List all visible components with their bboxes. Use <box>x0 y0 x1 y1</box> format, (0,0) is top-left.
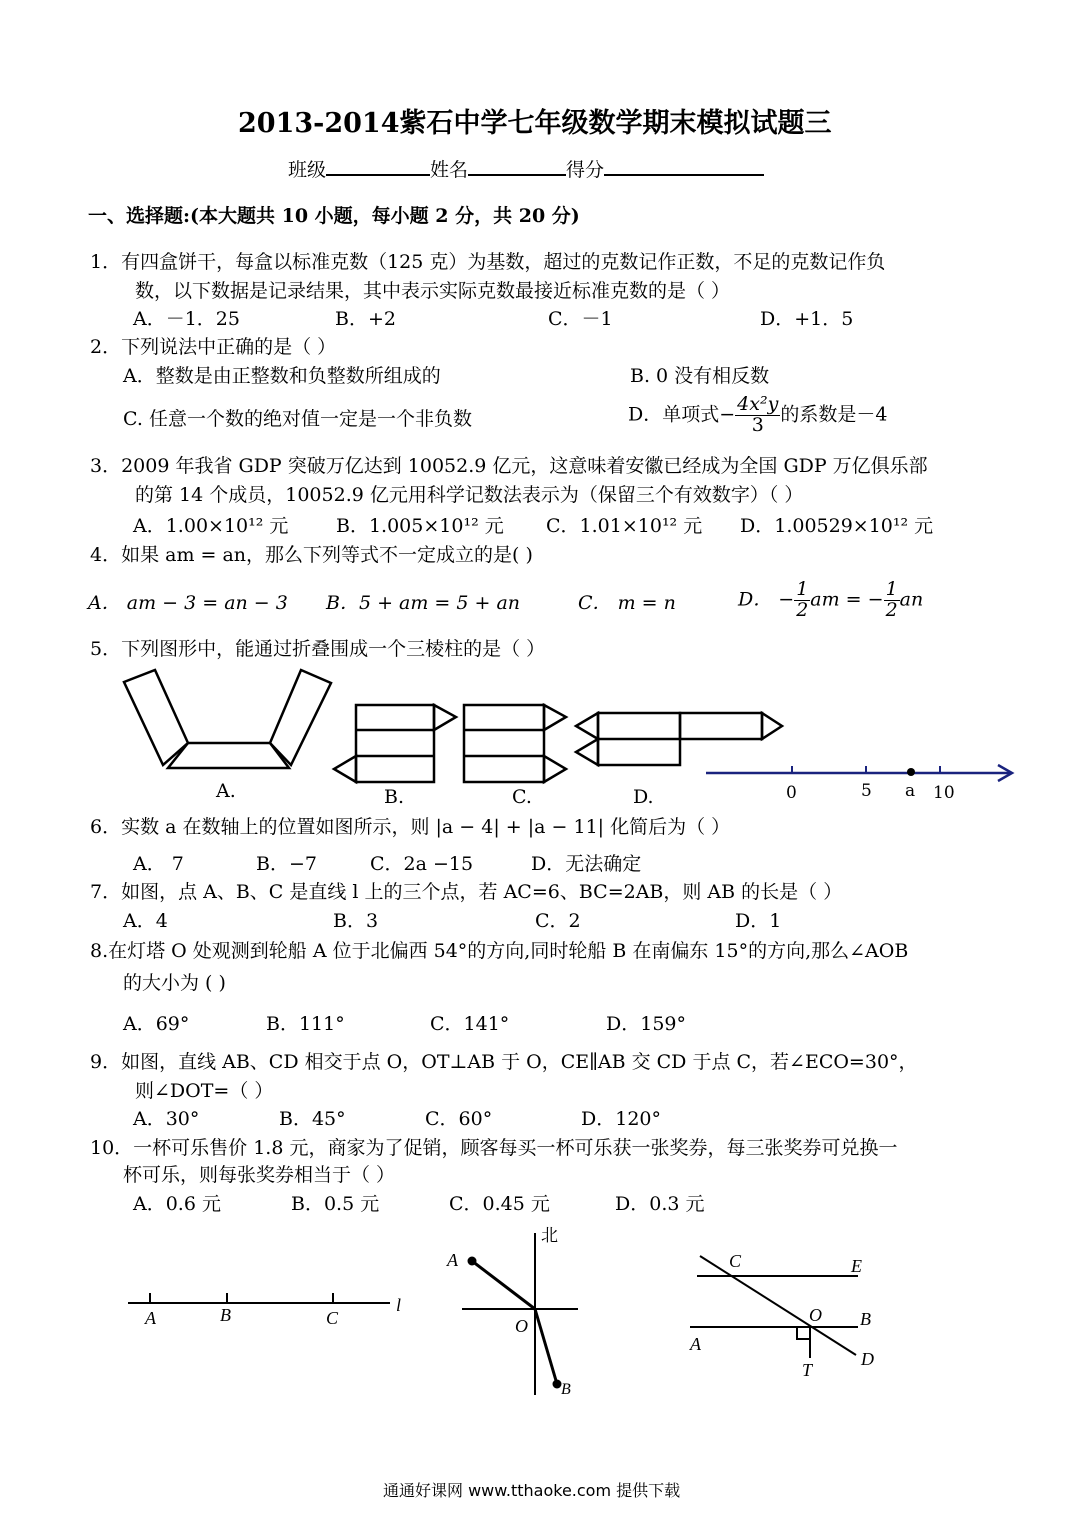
cross-label-t: T <box>802 1360 813 1380</box>
q4-d-den-1: 2 <box>796 598 809 621</box>
q7-option-a: A．4 <box>123 910 168 932</box>
footer-credit: 通通好课网 www.tthaoke.com 提供下载 <box>383 1481 681 1500</box>
q8-option-d: D．159° <box>606 1013 686 1035</box>
numberline-tick-0: 0 <box>786 783 797 803</box>
q6-option-b: B．−7 <box>256 853 317 875</box>
q1-option-c: C．－1 <box>548 308 613 330</box>
q6-option-c: C．2a −15 <box>370 853 474 875</box>
compass-figure <box>462 1233 578 1395</box>
q4-stem: 4．如果 am = an，那么下列等式不一定成立的是( ) <box>90 544 533 566</box>
q4-d-prefix: D． − <box>738 588 795 611</box>
intersecting-lines-figure <box>690 1256 858 1358</box>
q9-option-a: A．30° <box>133 1108 200 1130</box>
ship-a-dot <box>468 1257 477 1266</box>
q8-option-a: A．69° <box>123 1013 190 1035</box>
q6-option-d: D．无法确定 <box>531 853 642 875</box>
q1-option-a: A．－1．25 <box>133 308 240 330</box>
numberline-tick-10: 10 <box>933 783 955 803</box>
q3-line1: 3．2009 年我省 GDP 突破万亿达到 10052.9 亿元，这意味着安徽已经成为全国 GDP 万亿俱乐部 <box>90 455 928 477</box>
q10-option-a: A．0.6 元 <box>133 1193 221 1215</box>
q2-d-numerator: 4x²y <box>737 393 779 415</box>
q9-option-c: C．60° <box>425 1108 493 1130</box>
q4-d-den-2: 2 <box>885 598 898 621</box>
q6-option-a: A． 7 <box>133 853 184 875</box>
q1-line1: 1．有四盒饼干，每盒以标准克数（125 克）为基数，超过的克数记作正数，不足的克数记作负 <box>90 251 886 273</box>
compass-label-a: A <box>447 1250 458 1270</box>
q10-option-d: D．0.3 元 <box>615 1193 705 1215</box>
q9-line2: 则∠DOT=（ ） <box>135 1080 274 1102</box>
q4-d-suffix: an <box>899 588 924 611</box>
cross-label-b: B <box>860 1309 871 1329</box>
line-label-a: A <box>145 1308 156 1328</box>
cross-label-c: C <box>729 1251 742 1271</box>
q10-line2: 杯可乐，则每张奖券相当于（ ） <box>123 1164 396 1186</box>
q2-option-c: C. 任意一个数的绝对值一定是一个非负数 <box>123 408 472 430</box>
q10-option-c: C．0.45 元 <box>449 1193 550 1215</box>
cross-label-a: A <box>690 1334 701 1354</box>
q3-option-b: B．1.005×10¹² 元 <box>336 515 504 537</box>
line-abc-figure <box>128 1293 390 1303</box>
q5-label-a: A. <box>216 780 236 802</box>
q7-option-b: B．3 <box>333 910 379 932</box>
q2-d-suffix: 的系数是－4 <box>780 403 888 426</box>
q8-line2: 的大小为 ( ) <box>123 972 226 994</box>
q2-stem: 2．下列说法中正确的是（ ） <box>90 336 337 358</box>
q8-option-c: C．141° <box>430 1013 510 1035</box>
section-heading: 一、选择题:(本大题共 10 小题，每小题 2 分，共 20 分) <box>88 205 580 227</box>
q10-option-b: B．0.5 元 <box>291 1193 380 1215</box>
score-label: 得分 <box>566 159 605 181</box>
q8-line1: 8.在灯塔 O 处观测到轮船 A 位于北偏西 54°的方向,同时轮船 B 在南偏东 15°的方向,那么∠AOB <box>90 940 909 962</box>
q9-option-b: B．45° <box>279 1108 346 1130</box>
class-label: 班级 <box>288 159 327 181</box>
q9-option-d: D．120° <box>581 1108 661 1130</box>
q7-stem: 7．如图，点 A、B、C 是直线 l 上的三个点，若 AC=6、BC=2AB，则 AB 的长是（ ） <box>90 881 843 903</box>
q2-option-b: B. 0 没有相反数 <box>630 365 770 387</box>
q7-option-c: C．2 <box>535 910 581 932</box>
compass-label-north: 北 <box>541 1226 558 1246</box>
q3-option-c: C．1.01×10¹² 元 <box>546 515 703 537</box>
q2-option-d: D．单项式− $\frac{\text{4x²y}}{3}$ 的系数是－4 <box>628 393 888 436</box>
q4-d-num-1: 1 <box>796 578 809 600</box>
cross-label-o: O <box>809 1305 822 1325</box>
line-label-l: l <box>396 1295 402 1315</box>
q2-option-a: A．整数是由正整数和负整数所组成的 <box>123 365 441 387</box>
q1-line2: 数，以下数据是记录结果，其中表示实际克数最接近标准克数的是（ ） <box>135 280 731 302</box>
q4-option-c: C． m = n <box>578 592 676 614</box>
numberline-tick-5: 5 <box>861 781 872 801</box>
q4-option-b: B．5 + am = 5 + an <box>326 592 521 614</box>
compass-label-b: B <box>561 1381 571 1398</box>
q10-line1: 10．一杯可乐售价 1.8 元，商家为了促销，顾客每买一杯可乐获一张奖券，每三张奖券可兑换一 <box>90 1137 898 1159</box>
q7-option-d: D．1 <box>735 910 782 932</box>
q2-d-denominator: 3 <box>751 413 764 436</box>
numberline-tick-a: a <box>905 781 916 801</box>
name-label: 姓名 <box>430 159 469 181</box>
q4-d-num-2: 1 <box>885 578 898 600</box>
q5-label-c: C. <box>512 786 532 808</box>
q9-line1: 9．如图，直线 AB、CD 相交于点 O，OT⊥AB 于 O，CE∥AB 交 CD 于点 C，若∠ECO=30°， <box>90 1051 918 1073</box>
q3-line2: 的第 14 个成员，10052.9 亿元用科学记数法表示为（保留三个有效数字）（ ） <box>135 484 804 506</box>
line-label-c: C <box>326 1308 339 1328</box>
page-title: 2013-2014紫石中学七年级数学期末模拟试题三 <box>238 108 832 139</box>
q5-stem: 5．下列图形中，能通过折叠围成一个三棱柱的是（ ） <box>90 638 546 660</box>
q1-option-d: D．+1．5 <box>760 308 854 330</box>
cross-label-d: D <box>861 1349 874 1369</box>
q3-option-d: D．1.00529×10¹² 元 <box>740 515 934 537</box>
line-label-b: B <box>220 1305 231 1325</box>
cross-label-e: E <box>851 1256 862 1276</box>
q1-option-b: B．+2 <box>335 308 396 330</box>
q2-d-prefix: D．单项式 <box>628 403 720 426</box>
q4-d-middle: am = − <box>810 588 884 611</box>
q5-label-b: B. <box>384 786 405 808</box>
q8-option-b: B．111° <box>266 1013 345 1035</box>
q4-option-a: A． am − 3 = an − 3 <box>88 592 288 614</box>
q6-stem: 6．实数 a 在数轴上的位置如图所示，则 |a − 4| + |a − 11| 化简后为（ ） <box>90 816 731 838</box>
compass-label-o: O <box>515 1316 528 1336</box>
q5-label-d: D. <box>633 786 654 808</box>
q3-option-a: A．1.00×10¹² 元 <box>133 515 289 537</box>
